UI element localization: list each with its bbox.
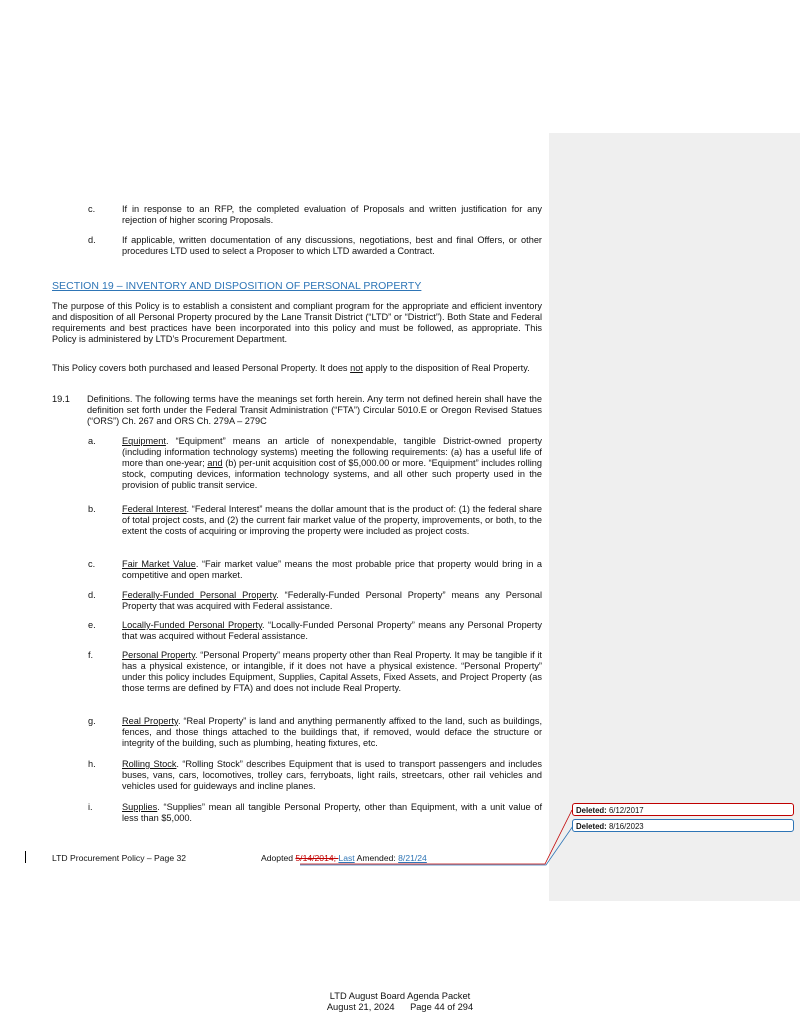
packet-date-page xyxy=(0,1002,800,1012)
comment-bubble-deleted[interactable] xyxy=(572,803,794,816)
comment-value: 8/16/2023 xyxy=(608,822,644,831)
definition-term: Equipment xyxy=(122,436,166,446)
definition-term: Rolling Stock xyxy=(122,759,177,769)
packet-title: LTD August Board Agenda Packet xyxy=(329,991,471,1001)
definition-text: . “Federally-Funded Personal Property” means any Personal Property that was acquired with Federal assistance. xyxy=(122,590,542,611)
item-label: f. xyxy=(88,650,94,660)
last-label[interactable]: Last xyxy=(338,853,355,863)
definition-term: Federal Interest xyxy=(122,504,187,514)
definition-emphasis: and xyxy=(207,458,223,468)
item-label: e. xyxy=(88,620,96,630)
comment-label: Deleted: xyxy=(576,806,607,815)
item-label: d. xyxy=(88,590,96,600)
item-label: g. xyxy=(88,716,96,726)
definition-text: . “Fair market value” means the most probable price that property would bring in a competitive and open market. xyxy=(122,559,542,580)
packet-page: Page 44 of 294 xyxy=(410,1002,474,1012)
deleted-separator: ; xyxy=(333,853,339,863)
item-label: d. xyxy=(88,235,96,245)
scope-text: This Policy covers both purchased and leased Personal Property. It does xyxy=(52,363,351,373)
item-text: If in response to an RFP, the completed evaluation of Proposals and written justification for any rejection of higher scoring Proposals. xyxy=(122,204,542,225)
connector-deleted-2 xyxy=(300,826,573,865)
comment-value: 6/12/2017 xyxy=(608,806,644,815)
item-label: i. xyxy=(88,802,93,812)
packet-date: August 21, 2024 xyxy=(326,1002,395,1012)
amended-label: Amended: xyxy=(354,853,399,863)
definition-term: Federally-Funded Personal Property xyxy=(122,590,277,600)
comment-label: Deleted: xyxy=(576,822,607,831)
definition-text: . “Supplies” mean all tangible Personal Property, other than Equipment, with a unit value of less than $5,000. xyxy=(122,802,542,823)
paragraph-number: 19.1 xyxy=(52,394,70,404)
definition-text: . “Federal Interest” means the dollar amount that is the product of: (1) the federal share of total project costs, and (2) the current fair market value of the property, improvements, or both, to the extent the costs of acquiring or improving the property were included as project costs. xyxy=(122,504,542,536)
footer-left: LTD Procurement Policy – Page 32 xyxy=(52,853,187,863)
definition-text: . “Equipment” means an article of nonexpendable, tangible District-owned property (including information technology systems) meeting the following requirements: (a) has a useful life of more than one-year; xyxy=(122,436,542,468)
paragraph-text: Definitions. The following terms have the meanings set forth herein. Any term not defined herein shall have the definition set forth under the Federal Transit Administration (“FTA”) Circular 5010.E or Oregon Revised Statues (“ORS”) Ch. 267 and ORS Ch. 279A – 279C xyxy=(87,394,542,426)
section-heading[interactable]: SECTION 19 – INVENTORY AND DISPOSITION OF PERSONAL PROPERTY xyxy=(52,280,422,292)
definition-text: . “Rolling Stock” describes Equipment that is used to transport passengers and includes buses, vans, cars, locomotives, trolley cars, ferryboats, light rails, streetcars, other rail vehicles and vehicles used for guideways and incline planes. xyxy=(122,759,542,791)
item-text: If applicable, written documentation of any discussions, negotiations, best and final Offers, or other procedures LTD used to select a Proposer to which LTD awarded a Contract. xyxy=(122,235,542,256)
definition-text: . “Real Property” is land and anything permanently affixed to the land, such as buildings, fences, and those things attached to the buildings that, if removed, would deface the structure or integrity of the building, such as plumbing, heating fixtures, etc. xyxy=(122,716,542,748)
scope-text-end: apply to the disposition of Real Property. xyxy=(362,363,530,373)
definition-text: . “Personal Property” means property other than Real Property. It may be tangible if it has a physical existence, or intangible, if it does not have a physical existence. “Personal Property” under this policy includes Equipment, Supplies, Capital Assets, Fixed Assets, and Project Property (as those terms are defined by FTA) and does not include Real Property. xyxy=(122,650,542,693)
connector-deleted-1 xyxy=(300,810,572,864)
definition-text-end: (b) per-unit acquisition cost of $5,000.00 or more. “Equipment” includes rolling stock, computing devices, information technology systems, and all other such property used in the provision of public transit service. xyxy=(122,458,542,490)
item-label: c. xyxy=(88,559,96,569)
adopted-label: Adopted xyxy=(261,853,296,863)
definition-text: . “Locally-Funded Personal Property” means any Personal Property that was acquired without Federal assistance. xyxy=(122,620,542,641)
definition-term: Locally-Funded Personal Property xyxy=(122,620,263,630)
item-label: c. xyxy=(88,204,96,214)
definition-term: Fair Market Value xyxy=(122,559,196,569)
deleted-adopted-date[interactable]: 5/14/2014 xyxy=(295,853,334,863)
comment-bubble-deleted[interactable] xyxy=(572,819,794,832)
definition-term: Real Property xyxy=(122,716,178,726)
definition-term: Personal Property xyxy=(122,650,195,660)
definition-term: Supplies xyxy=(122,802,158,812)
item-label: h. xyxy=(88,759,96,769)
item-label: b. xyxy=(88,504,96,514)
purpose-paragraph: The purpose of this Policy is to establish a consistent and compliant program for the appropriate and efficient inventory and disposition of all Personal Property procured by the Lane Transit District (“LTD” or “District”). Both State and Federal requirements and best practices have been incorporated into this policy and must be followed, as appropriate. This Policy is administered by LTD’s Procurement Department. xyxy=(52,301,542,344)
amended-date[interactable]: 8/21/24 xyxy=(398,853,427,863)
item-label: a. xyxy=(88,436,96,446)
scope-emphasis: not xyxy=(350,363,363,373)
